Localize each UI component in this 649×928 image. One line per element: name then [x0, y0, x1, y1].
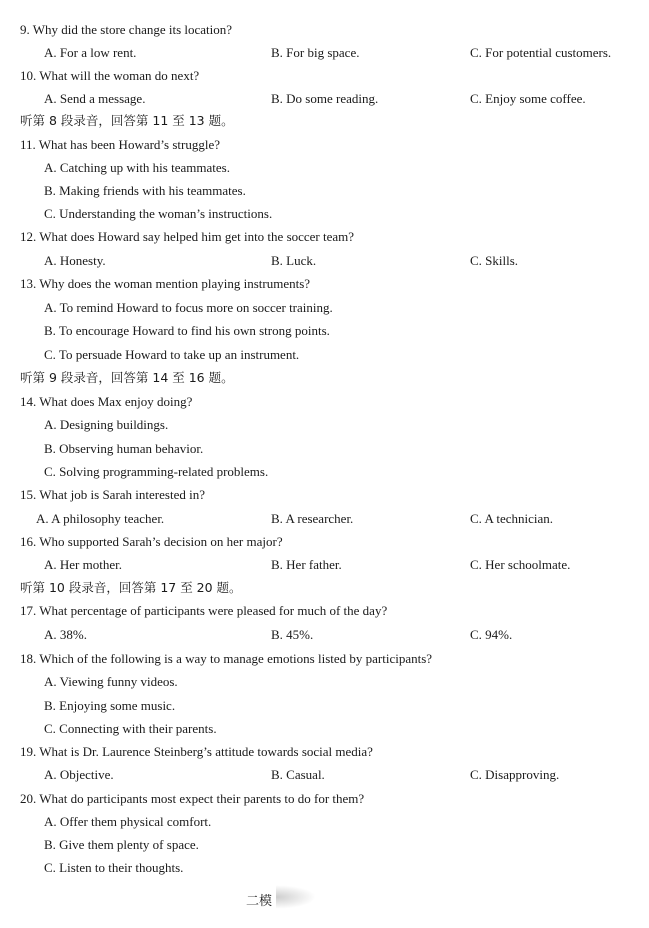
question-16-option-c: C. Her schoolmate.: [470, 557, 571, 572]
question-11-stem: 11. What has been Howard’s struggle?: [20, 137, 221, 152]
question-10-option-c: C. Enjoy some coffee.: [470, 91, 586, 106]
question-12-option-b: B. Luck.: [271, 253, 317, 268]
question-13-stem: 13. Why does the woman mention playing instruments?: [20, 276, 311, 291]
question-14-option-a: A. Designing buildings.: [44, 417, 169, 432]
question-15-stem: 15. What job is Sarah interested in?: [20, 487, 205, 502]
question-13-option-c: C. To persuade Howard to take up an instrument.: [44, 347, 300, 362]
question-14-option-b: B. Observing human behavior.: [44, 441, 204, 456]
section-9-instruction: 听第 9 段录音，回答第 14 至 16 题。: [20, 370, 234, 385]
question-13-option-b: B. To encourage Howard to find his own strong points.: [44, 323, 330, 338]
question-9-option-c: C. For potential customers.: [470, 45, 612, 60]
question-12-option-a: A. Honesty.: [44, 253, 106, 268]
question-15-option-a: A. A philosophy teacher.: [36, 511, 165, 526]
question-13-option-a: A. To remind Howard to focus more on soccer training.: [44, 300, 333, 315]
question-14-stem: 14. What does Max enjoy doing?: [20, 394, 193, 409]
question-18-option-b: B. Enjoying some music.: [44, 698, 176, 713]
question-10-option-b: B. Do some reading.: [271, 91, 379, 106]
question-10-stem: 10. What will the woman do next?: [20, 68, 200, 83]
question-15-option-c: C. A technician.: [470, 511, 554, 526]
question-9-stem: 9. Why did the store change its location?: [20, 22, 233, 37]
question-20-option-c: C. Listen to their thoughts.: [44, 860, 184, 875]
question-20-option-b: B. Give them plenty of space.: [44, 837, 199, 852]
section-10-instruction: 听第 10 段录音，回答第 17 至 20 题。: [20, 580, 242, 595]
question-19-stem: 19. What is Dr. Laurence Steinberg’s attitude towards social media?: [20, 744, 373, 759]
question-12-stem: 12. What does Howard say helped him get into the soccer team?: [20, 229, 355, 244]
question-10-option-a: A. Send a message.: [44, 91, 146, 106]
question-9-option-a: A. For a low rent.: [44, 45, 137, 60]
question-18-stem: 18. Which of the following is a way to manage emotions listed by participants?: [20, 651, 433, 666]
question-17-option-a: A. 38%.: [44, 627, 87, 642]
question-11-option-c: C. Understanding the woman’s instructions.: [44, 206, 273, 221]
question-16-option-b: B. Her father.: [271, 557, 342, 572]
question-16-option-a: A. Her mother.: [44, 557, 122, 572]
question-19-option-a: A. Objective.: [44, 767, 114, 782]
scan-smudge: [276, 885, 316, 909]
question-15-option-b: B. A researcher.: [271, 511, 354, 526]
question-12-option-c: C. Skills.: [470, 253, 519, 268]
section-8-instruction: 听第 8 段录音，回答第 11 至 13 题。: [20, 113, 234, 128]
question-11-option-b: B. Making friends with his teammates.: [44, 183, 246, 198]
question-11-option-a: A. Catching up with his teammates.: [44, 160, 230, 175]
question-18-option-c: C. Connecting with their parents.: [44, 721, 217, 736]
question-17-option-b: B. 45%.: [271, 627, 314, 642]
question-18-option-a: A. Viewing funny videos.: [44, 674, 178, 689]
question-17-option-c: C. 94%.: [470, 627, 513, 642]
question-16-stem: 16. Who supported Sarah’s decision on her major?: [20, 534, 283, 549]
question-19-option-c: C. Disapproving.: [470, 767, 560, 782]
question-14-option-c: C. Solving programming-related problems.: [44, 464, 269, 479]
question-9-option-b: B. For big space.: [271, 45, 360, 60]
question-20-stem: 20. What do participants most expect their parents to do for them?: [20, 791, 365, 806]
question-19-option-b: B. Casual.: [271, 767, 325, 782]
question-17-stem: 17. What percentage of participants were pleased for much of the day?: [20, 603, 388, 618]
question-20-option-a: A. Offer them physical comfort.: [44, 814, 212, 829]
page-footer-label: 二模: [246, 894, 273, 909]
